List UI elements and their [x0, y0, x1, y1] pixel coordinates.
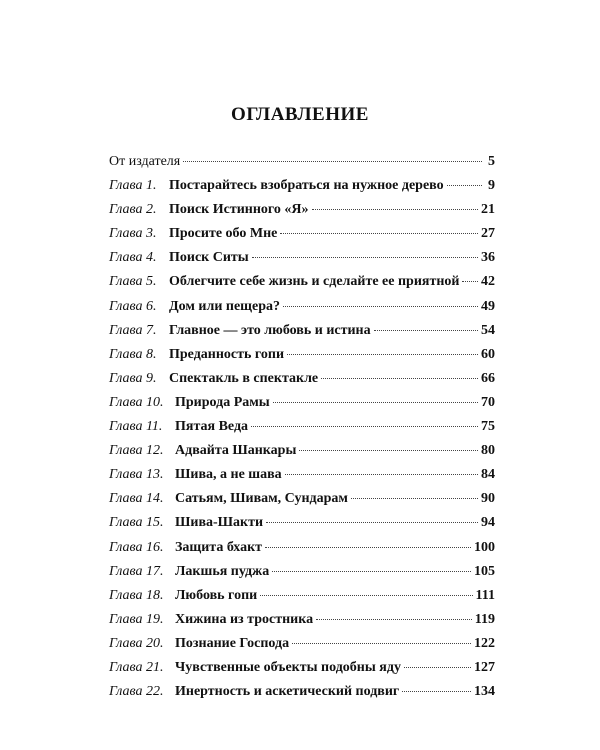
toc-entry-page: 122: [474, 635, 495, 651]
leader-dots: [283, 305, 478, 307]
toc-entry-page: 84: [481, 467, 495, 483]
toc-entry-page: 27: [481, 226, 495, 242]
leader-dots: [299, 449, 478, 451]
toc-entry[interactable]: [109, 588, 495, 612]
toc-entry-title: Облегчите себе жизнь и сделайте ее приятной: [169, 274, 460, 290]
chapter-label: Глава 14.: [109, 491, 164, 507]
toc-entry-page: 9: [488, 178, 495, 194]
leader-dots: [287, 353, 478, 355]
toc-entry-title: Шива, а не шава: [175, 467, 282, 483]
toc-entry-title: Природа Рамы: [175, 394, 270, 410]
leader-dots: [252, 256, 478, 258]
leader-dots: [447, 184, 482, 186]
toc-entry-title: Спектакль в спектакле: [169, 370, 319, 386]
toc-entry-page: 49: [481, 298, 495, 314]
chapter-label: Глава 16.: [109, 539, 164, 555]
chapter-label: Глава 2.: [109, 202, 157, 218]
leader-dots: [404, 666, 471, 668]
toc-entry-title: Постарайтесь взобраться на нужное дерево: [169, 178, 444, 194]
leader-dots: [273, 401, 478, 403]
toc-entry[interactable]: [109, 564, 495, 588]
toc-entry[interactable]: [109, 226, 495, 250]
toc-entry-title: Дом или пещера?: [169, 298, 280, 314]
toc-entry[interactable]: [109, 684, 495, 708]
toc-entry-page: 100: [474, 539, 495, 555]
toc-entry[interactable]: [109, 660, 495, 684]
leader-dots: [292, 642, 471, 644]
chapter-label: Глава 21.: [109, 659, 164, 675]
page-title: ОГЛАВЛЕНИЕ: [231, 104, 369, 125]
toc-entry[interactable]: [109, 395, 495, 419]
toc-entry[interactable]: [109, 154, 495, 178]
toc-entry-title: Сатьям, Шивам, Сундарам: [175, 491, 348, 507]
leader-dots: [462, 280, 478, 282]
leader-dots: [272, 570, 471, 572]
leader-dots: [251, 425, 478, 427]
toc-entry-page: 36: [481, 250, 495, 266]
chapter-label: Глава 9.: [109, 370, 157, 386]
toc-entry[interactable]: [109, 371, 495, 395]
toc-entry-page: 134: [474, 684, 495, 700]
toc-entry[interactable]: [109, 491, 495, 515]
toc-entry-page: 90: [481, 491, 495, 507]
toc-entry-title: Лакшья пуджа: [175, 563, 270, 579]
chapter-label: Глава 12.: [109, 443, 164, 459]
leader-dots: [402, 690, 471, 692]
chapter-label: Глава 7.: [109, 322, 157, 338]
leader-dots: [374, 329, 478, 331]
toc-entry[interactable]: [109, 274, 495, 298]
toc-entry[interactable]: [109, 636, 495, 660]
toc-entry-title: Преданность гопи: [169, 346, 285, 362]
toc-entry-page: 21: [481, 202, 495, 218]
chapter-label: Глава 8.: [109, 346, 157, 362]
toc-entry-title: Чувственные объекты подобны яду: [175, 659, 401, 675]
toc-entry[interactable]: [109, 443, 495, 467]
toc-entry-page: 75: [481, 419, 495, 435]
toc-entry[interactable]: [109, 467, 495, 491]
chapter-label: Глава 1.: [109, 178, 157, 194]
toc-entry[interactable]: [109, 347, 495, 371]
toc-entry[interactable]: [109, 612, 495, 636]
leader-dots: [260, 594, 472, 596]
toc-entry-title: Просите обо Мне: [169, 226, 278, 242]
chapter-label: Глава 13.: [109, 467, 164, 483]
toc-entry-page: 127: [474, 659, 495, 675]
toc-entry-title: Инертность и аскетический подвиг: [175, 684, 400, 700]
chapter-label: Глава 4.: [109, 250, 157, 266]
toc-entry[interactable]: [109, 299, 495, 323]
toc-entry-title: Пятая Веда: [175, 419, 249, 435]
toc-entry-page: 66: [481, 370, 495, 386]
toc-entry-page: 111: [475, 587, 495, 603]
toc-entry-page: 60: [481, 346, 495, 362]
toc-entry[interactable]: [109, 419, 495, 443]
toc-entry[interactable]: [109, 540, 495, 564]
toc-entry-title: Поиск Ситы: [169, 250, 249, 266]
chapter-label: Глава 22.: [109, 684, 164, 700]
chapter-label: Глава 15.: [109, 515, 164, 531]
chapter-label: Глава 11.: [109, 419, 163, 435]
toc-entry[interactable]: [109, 515, 495, 539]
leader-dots: [280, 232, 478, 234]
toc-entry[interactable]: [109, 250, 495, 274]
toc-entry-page: 42: [481, 274, 495, 290]
toc-entry-title: Шива-Шакти: [175, 515, 264, 531]
toc-entry-title: Любовь гопи: [175, 587, 258, 603]
chapter-label: Глава 18.: [109, 587, 164, 603]
toc-entry-page: 70: [481, 394, 495, 410]
toc-entry-title: От издателя: [109, 154, 181, 169]
leader-dots: [316, 618, 472, 620]
chapter-label: Глава 17.: [109, 563, 164, 579]
toc-entry-title: Главное — это любовь и истина: [169, 322, 371, 338]
toc-entry[interactable]: [109, 323, 495, 347]
toc-entry-page: 80: [481, 443, 495, 459]
leader-dots: [285, 473, 478, 475]
leader-dots: [265, 546, 471, 548]
toc-entry-title: Защита бхакт: [175, 539, 263, 555]
toc-entry-title: Познание Господа: [175, 635, 290, 651]
chapter-label: Глава 3.: [109, 226, 157, 242]
leader-dots: [321, 377, 478, 379]
leader-dots: [351, 497, 478, 499]
chapter-label: Глава 5.: [109, 274, 157, 290]
toc-entry-page: 5: [488, 154, 495, 169]
chapter-label: Глава 6.: [109, 298, 157, 314]
leader-dots: [183, 160, 482, 162]
chapter-label: Глава 19.: [109, 611, 164, 627]
chapter-label: Глава 10.: [109, 394, 164, 410]
toc-entry-page: 54: [481, 322, 495, 338]
toc-entry-page: 119: [474, 611, 495, 627]
leader-dots: [312, 208, 478, 210]
toc-entry-title: Поиск Истинного «Я»: [169, 202, 309, 218]
toc-entry[interactable]: [109, 178, 495, 202]
table-of-contents: [109, 154, 495, 708]
leader-dots: [266, 521, 478, 523]
toc-entry-page: 94: [481, 515, 495, 531]
chapter-label: Глава 20.: [109, 635, 164, 651]
toc-entry-page: 105: [474, 563, 495, 579]
toc-entry-title: Адвайта Шанкары: [175, 443, 297, 459]
toc-entry[interactable]: [109, 202, 495, 226]
toc-entry-title: Хижина из тростника: [175, 611, 314, 627]
